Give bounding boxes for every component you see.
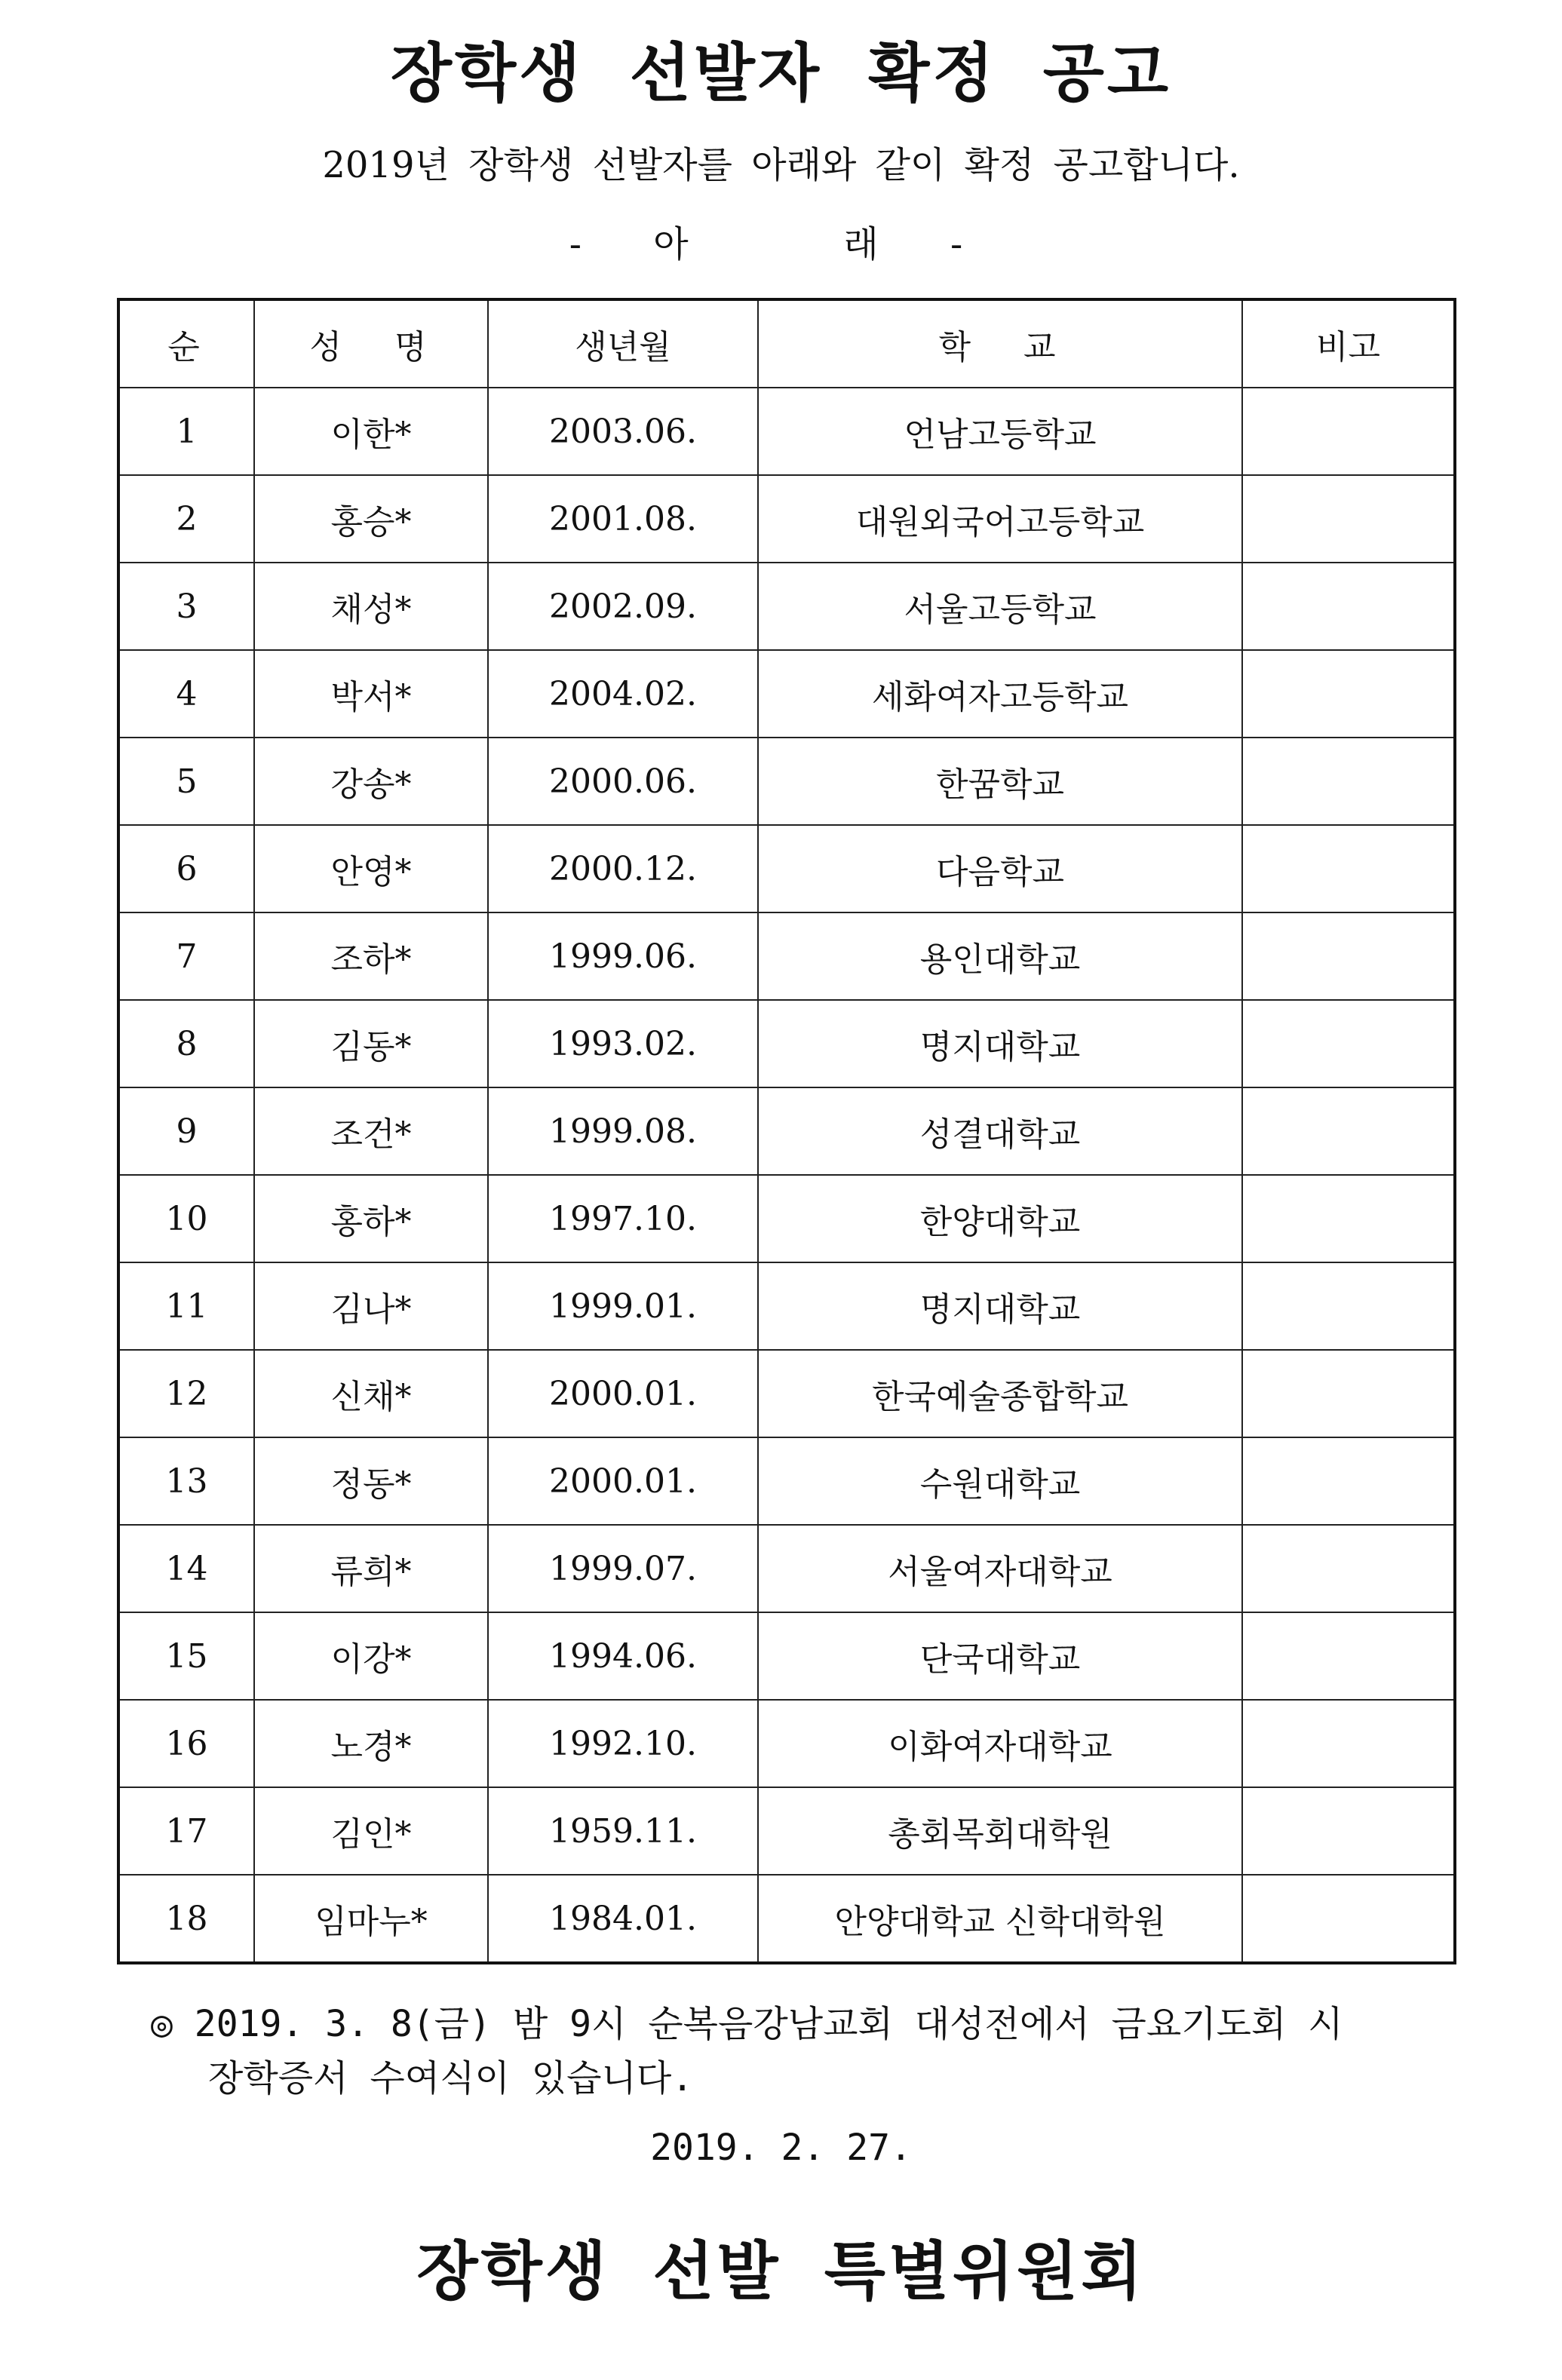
table-row — [118, 1087, 1455, 1175]
cell-number: 10 — [118, 1175, 254, 1262]
cell-name: 김나* — [254, 1262, 488, 1350]
cell-note — [1242, 1350, 1455, 1437]
cell-note — [1242, 388, 1455, 475]
table-row — [118, 1787, 1455, 1875]
header-name: 성 명 — [254, 299, 488, 388]
cell-note — [1242, 1525, 1455, 1612]
table-row — [118, 738, 1455, 825]
table-row — [118, 475, 1455, 563]
table-row — [118, 1700, 1455, 1787]
document-subtitle: 2019년 장학생 선발자를 아래와 같이 확정 공고합니다. — [322, 144, 1240, 186]
table-row — [118, 1875, 1455, 1963]
cell-birth: 1997.10. — [488, 1175, 758, 1262]
cell-note — [1242, 1437, 1455, 1525]
cell-school: 대원외국어고등학교 — [758, 475, 1242, 563]
table-row — [118, 1612, 1455, 1700]
cell-number: 15 — [118, 1612, 254, 1700]
cell-school: 수원대학교 — [758, 1437, 1242, 1525]
cell-note — [1242, 1700, 1455, 1787]
cell-number: 7 — [118, 912, 254, 1000]
cell-note — [1242, 1175, 1455, 1262]
cell-birth: 1999.06. — [488, 912, 758, 1000]
table-row — [118, 388, 1455, 475]
cell-name: 조하* — [254, 912, 488, 1000]
cell-name: 채성* — [254, 563, 488, 650]
header-note: 비고 — [1242, 299, 1455, 388]
cell-birth: 2000.01. — [488, 1437, 758, 1525]
cell-name: 박서* — [254, 650, 488, 738]
cell-school: 서울여자대학교 — [758, 1525, 1242, 1612]
table-row — [118, 1525, 1455, 1612]
header-school: 학 교 — [758, 299, 1242, 388]
cell-birth: 2001.08. — [488, 475, 758, 563]
cell-number: 13 — [118, 1437, 254, 1525]
table-row — [118, 1262, 1455, 1350]
cell-birth: 2002.09. — [488, 563, 758, 650]
cell-name: 임마누* — [254, 1875, 488, 1963]
cell-note — [1242, 1875, 1455, 1963]
cell-birth: 2004.02. — [488, 650, 758, 738]
cell-school: 서울고등학교 — [758, 563, 1242, 650]
cell-note — [1242, 563, 1455, 650]
cell-note — [1242, 1787, 1455, 1875]
footnote-line-1: ◎ 2019. 3. 8(금) 밤 9시 순복음강남교회 대성전에서 금요기도회 시 — [151, 2003, 1343, 2045]
table-row — [118, 1000, 1455, 1087]
cell-school: 다음학교 — [758, 825, 1242, 912]
cell-birth: 1992.10. — [488, 1700, 758, 1787]
cell-number: 8 — [118, 1000, 254, 1087]
cell-number: 16 — [118, 1700, 254, 1787]
table-row — [118, 912, 1455, 1000]
cell-name: 신채* — [254, 1350, 488, 1437]
cell-birth: 2000.01. — [488, 1350, 758, 1437]
table-row — [118, 563, 1455, 650]
cell-birth: 1993.02. — [488, 1000, 758, 1087]
cell-school: 세화여자고등학교 — [758, 650, 1242, 738]
cell-number: 14 — [118, 1525, 254, 1612]
header-birth: 생년월 — [488, 299, 758, 388]
table-header-row — [118, 299, 1455, 388]
cell-school: 이화여자대학교 — [758, 1700, 1242, 1787]
cell-note — [1242, 1262, 1455, 1350]
document-title: 장학생 선발자 확정 공고 — [390, 36, 1172, 110]
cell-name: 김인* — [254, 1787, 488, 1875]
cell-name: 강송* — [254, 738, 488, 825]
cell-name: 홍승* — [254, 475, 488, 563]
cell-school: 성결대학교 — [758, 1087, 1242, 1175]
cell-note — [1242, 1612, 1455, 1700]
cell-school: 명지대학교 — [758, 1262, 1242, 1350]
cell-note — [1242, 650, 1455, 738]
cell-school: 한국예술종합학교 — [758, 1350, 1242, 1437]
cell-name: 정동* — [254, 1437, 488, 1525]
cell-name: 류희* — [254, 1525, 488, 1612]
cell-school: 안양대학교 신학대학원 — [758, 1875, 1242, 1963]
scholarship-table — [117, 298, 1456, 1964]
cell-number: 9 — [118, 1087, 254, 1175]
cell-name: 김동* — [254, 1000, 488, 1087]
cell-birth: 2003.06. — [488, 388, 758, 475]
cell-note — [1242, 1000, 1455, 1087]
issuer-signature: 장학생 선발 특별위원회 — [416, 2234, 1146, 2308]
cell-note — [1242, 825, 1455, 912]
cell-note — [1242, 738, 1455, 825]
cell-school: 총회목회대학원 — [758, 1787, 1242, 1875]
cell-note — [1242, 475, 1455, 563]
header-number: 순 — [118, 299, 254, 388]
cell-note — [1242, 1087, 1455, 1175]
cell-number: 1 — [118, 388, 254, 475]
cell-birth: 1999.08. — [488, 1087, 758, 1175]
cell-name: 이한* — [254, 388, 488, 475]
cell-school: 한꿈학교 — [758, 738, 1242, 825]
document-date: 2019. 2. 27. — [650, 2127, 912, 2169]
cell-name: 조건* — [254, 1087, 488, 1175]
cell-birth: 1999.07. — [488, 1525, 758, 1612]
cell-number: 17 — [118, 1787, 254, 1875]
cell-name: 이강* — [254, 1612, 488, 1700]
cell-birth: 2000.06. — [488, 738, 758, 825]
cell-birth: 1999.01. — [488, 1262, 758, 1350]
cell-birth: 1984.01. — [488, 1875, 758, 1963]
cell-name: 홍하* — [254, 1175, 488, 1262]
cell-number: 11 — [118, 1262, 254, 1350]
cell-number: 18 — [118, 1875, 254, 1963]
cell-name: 안영* — [254, 825, 488, 912]
cell-number: 4 — [118, 650, 254, 738]
table-row — [118, 1175, 1455, 1262]
cell-birth: 1959.11. — [488, 1787, 758, 1875]
cell-number: 12 — [118, 1350, 254, 1437]
cell-school: 언남고등학교 — [758, 388, 1242, 475]
cell-school: 단국대학교 — [758, 1612, 1242, 1700]
footnote-line-2: 장학증서 수여식이 있습니다. — [208, 2057, 694, 2099]
table-row — [118, 1350, 1455, 1437]
cell-birth: 2000.12. — [488, 825, 758, 912]
table-row — [118, 825, 1455, 912]
ceremony-footnote — [151, 1997, 1433, 2106]
cell-number: 3 — [118, 563, 254, 650]
cell-number: 2 — [118, 475, 254, 563]
table-body — [118, 388, 1455, 1963]
cell-birth: 1994.06. — [488, 1612, 758, 1700]
table-row — [118, 650, 1455, 738]
cell-school: 한양대학교 — [758, 1175, 1242, 1262]
notice-header: - 아 래 - — [569, 223, 993, 265]
cell-note — [1242, 912, 1455, 1000]
cell-number: 6 — [118, 825, 254, 912]
cell-school: 명지대학교 — [758, 1000, 1242, 1087]
cell-number: 5 — [118, 738, 254, 825]
table-row — [118, 1437, 1455, 1525]
cell-school: 용인대학교 — [758, 912, 1242, 1000]
cell-name: 노경* — [254, 1700, 488, 1787]
